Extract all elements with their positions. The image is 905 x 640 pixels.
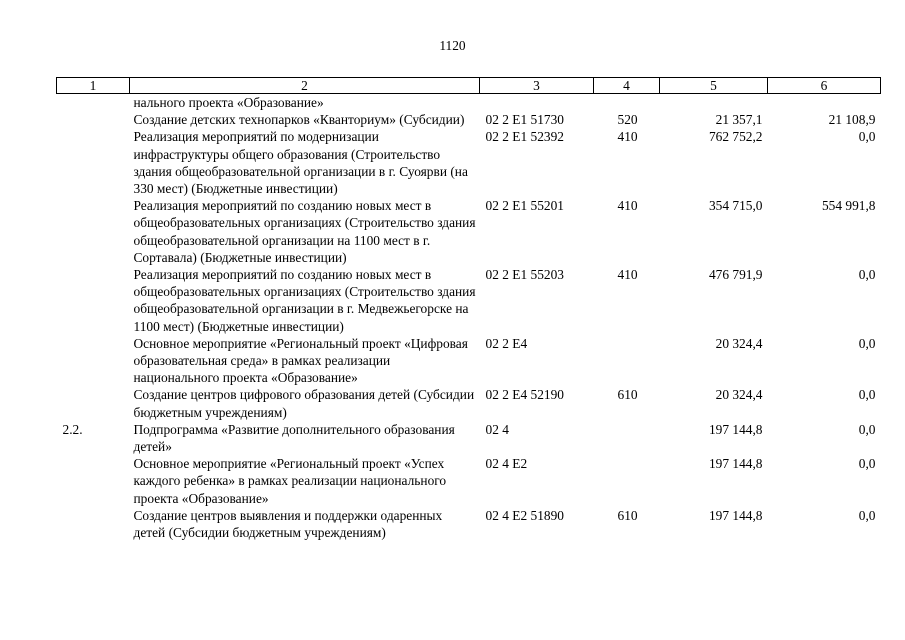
- row-name: Реализация мероприятий по созданию новых мест в общеобразовательных организациях (Строительство здания общеобразовательной организации на 1100 мест в г. Сортавала) (Бюджетные инвестиции): [133, 198, 476, 265]
- row-index: [57, 386, 130, 420]
- row-value-5: 197 144,8: [708, 421, 763, 437]
- row-value-6: 0,0: [858, 456, 876, 472]
- row-type: 410: [617, 129, 638, 145]
- row-name: Реализация мероприятий по модернизации инфраструктуры общего образования (Строительство здания общеобразовательной организации в г. Суоярви (на 330 мест) (Бюджетные инвестиции): [133, 129, 468, 197]
- row-type: [594, 335, 660, 387]
- row-name: Основное мероприятие «Региональный проект «Успех каждого ребенка» в рамках реализации национального проекта «Образование»: [133, 456, 447, 506]
- row-name: Создание центров цифрового образования детей (Субсидии бюджетным учреждениям): [133, 387, 475, 420]
- row-value-5: 197 144,8: [708, 507, 763, 523]
- row-code: 02 2 E1 51730: [485, 112, 564, 128]
- row-value-5: 762 752,2: [708, 129, 763, 145]
- column-header-4: 4: [594, 78, 660, 94]
- row-value-6: 0,0: [858, 421, 876, 437]
- row-code: [480, 94, 594, 112]
- row-value-5: 20 324,4: [715, 387, 763, 403]
- row-type: [594, 94, 660, 112]
- row-value-6: 0,0: [858, 129, 876, 145]
- row-code: 02 4 E2 51890: [485, 507, 564, 523]
- row-type: 410: [617, 267, 638, 283]
- row-name: Подпрограмма «Развитие дополнительного образования детей»: [133, 421, 455, 455]
- row-index: [57, 335, 130, 387]
- row-index: [57, 111, 130, 128]
- row-value-6: 554 991,8: [821, 198, 876, 214]
- budget-table: [56, 77, 881, 541]
- column-header-1: 1: [57, 78, 130, 94]
- row-index: [57, 266, 130, 335]
- table-row: [57, 335, 881, 387]
- row-index: [57, 94, 130, 112]
- row-value-5: [660, 94, 768, 112]
- row-code: 02 2 E1 52392: [485, 129, 564, 145]
- row-code: 02 2 E4: [485, 335, 528, 351]
- row-value-5: 21 357,1: [715, 112, 763, 128]
- row-name: Создание детских технопарков «Кванториум» (Субсидии): [133, 112, 465, 128]
- table-row: [57, 455, 881, 507]
- column-header-3: 3: [480, 78, 594, 94]
- row-value-5: 20 324,4: [715, 335, 763, 351]
- row-index: [57, 507, 130, 541]
- row-value-5: 197 144,8: [708, 456, 763, 472]
- row-code: 02 2 E1 55203: [485, 267, 564, 283]
- row-type: 410: [617, 198, 638, 214]
- table-row: [57, 421, 881, 455]
- column-header-5: 5: [660, 78, 768, 94]
- row-name: Основное мероприятие «Региональный проект «Цифровая образовательная среда» в рамках реализации национального проекта «Образование»: [133, 335, 468, 386]
- row-value-6: 21 108,9: [828, 112, 876, 128]
- table-row: [57, 94, 881, 112]
- table-row: [57, 128, 881, 197]
- table-row: [57, 386, 881, 420]
- row-value-5: 476 791,9: [708, 267, 763, 283]
- table-row: [57, 266, 881, 335]
- row-code: 02 4: [485, 421, 509, 437]
- table-row: [57, 197, 881, 266]
- row-code: 02 4 E2: [485, 456, 528, 472]
- row-index: 2.2.: [62, 421, 83, 437]
- table-row: [57, 507, 881, 541]
- row-value-5: 354 715,0: [708, 198, 763, 214]
- row-type: 520: [617, 112, 638, 128]
- row-name: Реализация мероприятий по созданию новых мест в общеобразовательных организациях (Строительство здания общеобразовательной организации в г. Медвежьегорске на 1100 мест) (Бюджетные инвестиции): [133, 267, 476, 334]
- row-name: Создание центров выявления и поддержки одаренных детей (Субсидии бюджетным учреждениям): [133, 507, 443, 541]
- row-value-6: 0,0: [858, 335, 876, 351]
- column-header-6: 6: [768, 78, 881, 94]
- row-index: [57, 128, 130, 197]
- row-value-6: 0,0: [858, 387, 876, 403]
- row-type: [594, 455, 660, 507]
- table-header-row: [57, 78, 881, 94]
- row-code: 02 2 E4 52190: [485, 387, 564, 403]
- row-name: нального проекта «Образование»: [133, 95, 324, 110]
- row-type: [594, 421, 660, 455]
- page-number: 1120: [439, 38, 466, 53]
- row-value-6: 0,0: [858, 267, 876, 283]
- row-index: [57, 197, 130, 266]
- row-type: 610: [617, 387, 638, 403]
- row-code: 02 2 E1 55201: [485, 198, 564, 214]
- row-value-6: [768, 94, 881, 112]
- row-type: 610: [617, 507, 638, 523]
- row-index: [57, 455, 130, 507]
- column-header-2: 2: [130, 78, 480, 94]
- row-value-6: 0,0: [858, 507, 876, 523]
- table-row: [57, 111, 881, 128]
